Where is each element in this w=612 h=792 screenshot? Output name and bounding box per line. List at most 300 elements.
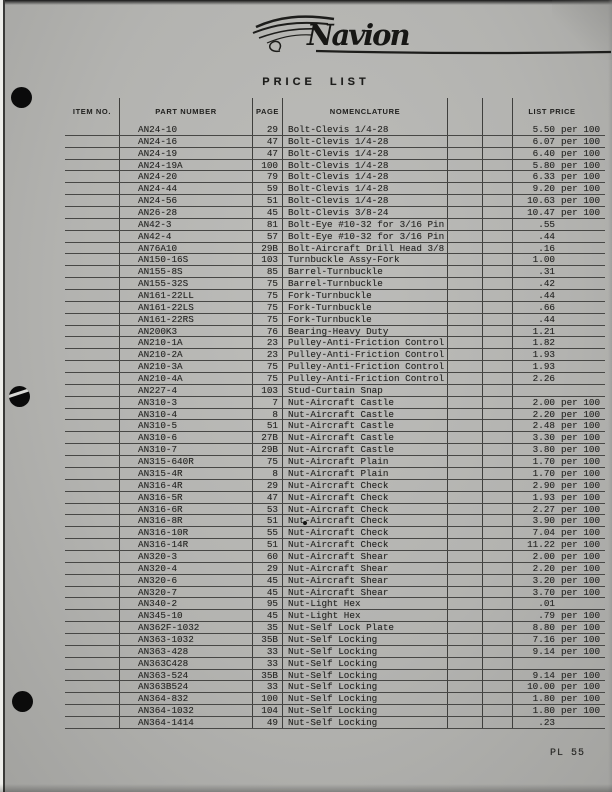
blank-cell-2 xyxy=(483,243,513,254)
price-amount: 3.20 xyxy=(532,574,555,586)
blank-cell-2 xyxy=(483,349,513,360)
nomenclature-cell: Nut-Aircraft Castle xyxy=(283,432,448,443)
price-amount: 6.40 xyxy=(532,147,555,159)
item-no-cell xyxy=(65,705,120,716)
header-list-price: LIST PRICE xyxy=(528,106,576,116)
page-cell: 33 xyxy=(253,681,283,692)
blank-cell-1 xyxy=(448,693,483,704)
part-number-cell: AN316-10R xyxy=(120,527,253,538)
price-amount: 1.93 xyxy=(532,361,555,373)
list-price-cell xyxy=(513,527,605,538)
blank-cell-2 xyxy=(483,361,513,372)
price-unit: per 100 xyxy=(561,693,601,705)
table-row xyxy=(65,444,605,456)
price-unit: per 100 xyxy=(561,705,601,717)
item-no-cell xyxy=(65,266,120,277)
header-item-no: ITEM NO. xyxy=(65,98,120,124)
item-no-cell xyxy=(65,373,120,384)
part-number-cell: AN24-10 xyxy=(120,124,253,135)
nomenclature-cell: Nut-Self Locking xyxy=(283,693,448,704)
price-unit: per 100 xyxy=(561,574,601,586)
list-price-cell xyxy=(513,326,605,337)
page-cell: 47 xyxy=(253,136,283,147)
nomenclature-cell: Nut-Self Locking xyxy=(283,681,448,692)
blank-cell-2 xyxy=(483,551,513,562)
table-row xyxy=(65,160,605,172)
blank-cell-2 xyxy=(483,468,513,479)
table-row xyxy=(65,539,605,551)
nomenclature-cell: Pulley-Anti-Friction Control xyxy=(283,373,448,384)
page-cell: 100 xyxy=(253,160,283,171)
nomenclature-cell: Nut-Aircraft Plain xyxy=(283,468,448,479)
page-cell: 45 xyxy=(253,575,283,586)
list-price-cell xyxy=(513,598,605,609)
price-amount: 2.90 xyxy=(532,479,555,491)
scan-edge-left-line xyxy=(3,0,5,792)
price-amount: 3.80 xyxy=(532,444,555,456)
list-price-cell xyxy=(513,705,605,716)
page-cell: 45 xyxy=(253,610,283,621)
blank-cell-1 xyxy=(448,658,483,669)
item-no-cell xyxy=(65,563,120,574)
list-price-cell xyxy=(513,195,605,206)
table-row xyxy=(65,587,605,599)
blank-cell-1 xyxy=(448,361,483,372)
blank-cell-1 xyxy=(448,622,483,633)
item-no-cell xyxy=(65,278,120,289)
price-unit: per 100 xyxy=(561,527,601,539)
item-no-cell xyxy=(65,468,120,479)
blank-cell-2 xyxy=(483,397,513,408)
nomenclature-cell: Nut-Self Locking xyxy=(283,705,448,716)
part-number-cell: AN24-16 xyxy=(120,136,253,147)
blank-cell-1 xyxy=(448,219,483,230)
part-number-cell: AN210-3A xyxy=(120,361,253,372)
list-price-cell xyxy=(513,432,605,443)
part-number-cell: AN345-10 xyxy=(120,610,253,621)
table-row xyxy=(65,693,605,705)
blank-cell-1 xyxy=(448,551,483,562)
part-number-cell: AN26-28 xyxy=(120,207,253,218)
price-amount: 1.21 xyxy=(532,325,555,337)
price-amount: .79 xyxy=(538,610,555,622)
part-number-cell: AN24-56 xyxy=(120,195,253,206)
item-no-cell xyxy=(65,195,120,206)
price-amount: 2.48 xyxy=(532,420,555,432)
list-price-cell xyxy=(513,337,605,348)
table-row xyxy=(65,254,605,266)
part-number-cell: AN42-3 xyxy=(120,219,253,230)
blank-cell-2 xyxy=(483,681,513,692)
item-no-cell xyxy=(65,160,120,171)
price-amount: 1.82 xyxy=(532,337,555,349)
list-price-cell xyxy=(513,266,605,277)
list-price-cell xyxy=(513,551,605,562)
part-number-cell: AN210-4A xyxy=(120,373,253,384)
blank-cell-1 xyxy=(448,515,483,526)
nomenclature-cell: Bolt-Clevis 1/4-28 xyxy=(283,183,448,194)
nomenclature-cell: Nut-Aircraft Plain xyxy=(283,456,448,467)
item-no-cell xyxy=(65,575,120,586)
table-row xyxy=(65,266,605,278)
part-number-cell: AN315-640R xyxy=(120,456,253,467)
page-cell: 29 xyxy=(253,563,283,574)
blank-cell-1 xyxy=(448,195,483,206)
page-cell: 103 xyxy=(253,385,283,396)
table-row xyxy=(65,492,605,504)
item-no-cell xyxy=(65,681,120,692)
blank-cell-2 xyxy=(483,290,513,301)
blank-cell-1 xyxy=(448,681,483,692)
page-cell: 59 xyxy=(253,183,283,194)
list-price-cell xyxy=(513,136,605,147)
blank-cell-2 xyxy=(483,456,513,467)
nomenclature-cell: Bolt-Clevis 1/4-28 xyxy=(283,160,448,171)
page-cell: 29 xyxy=(253,480,283,491)
part-number-cell: AN315-4R xyxy=(120,468,253,479)
page-cell: 7 xyxy=(253,397,283,408)
nomenclature-cell: Nut-Aircraft Castle xyxy=(283,420,448,431)
page-cell: 85 xyxy=(253,266,283,277)
brand-name: Navion xyxy=(307,18,409,52)
part-number-cell: AN310-6 xyxy=(120,432,253,443)
blank-cell-1 xyxy=(448,385,483,396)
page-cell: 75 xyxy=(253,314,283,325)
item-no-cell xyxy=(65,444,120,455)
nomenclature-cell: Bolt-Clevis 1/4-28 xyxy=(283,148,448,159)
list-price-cell xyxy=(513,575,605,586)
page-cell: 29B xyxy=(253,243,283,254)
item-no-cell xyxy=(65,587,120,598)
nomenclature-cell: Nut-Self Locking xyxy=(283,717,448,728)
item-no-cell xyxy=(65,231,120,242)
item-no-cell xyxy=(65,136,120,147)
price-amount: 2.27 xyxy=(532,503,555,515)
blank-cell-1 xyxy=(448,575,483,586)
item-no-cell xyxy=(65,432,120,443)
nomenclature-cell: Barrel-Turnbuckle xyxy=(283,278,448,289)
item-no-cell xyxy=(65,302,120,313)
price-unit: per 100 xyxy=(561,491,601,503)
nomenclature-cell: Bolt-Clevis 3/8-24 xyxy=(283,207,448,218)
list-price-cell xyxy=(513,693,605,704)
price-amount: 7.16 xyxy=(532,633,555,645)
price-unit: per 100 xyxy=(561,645,601,657)
blank-cell-2 xyxy=(483,420,513,431)
table-row xyxy=(65,243,605,255)
nomenclature-cell: Pulley-Anti-Friction Control xyxy=(283,361,448,372)
part-number-cell: AN310-3 xyxy=(120,397,253,408)
part-number-cell: AN150-16S xyxy=(120,254,253,265)
part-number-cell: AN42-4 xyxy=(120,231,253,242)
price-unit: per 100 xyxy=(561,444,601,456)
hole-punch-top xyxy=(11,87,32,108)
item-no-cell xyxy=(65,670,120,681)
price-amount: 2.20 xyxy=(532,408,555,420)
item-no-cell xyxy=(65,456,120,467)
nomenclature-cell: Stud-Curtain Snap xyxy=(283,385,448,396)
part-number-cell: AN200K3 xyxy=(120,326,253,337)
blank-cell-2 xyxy=(483,160,513,171)
price-amount: 5.80 xyxy=(532,159,555,171)
price-unit: per 100 xyxy=(561,207,601,219)
list-price-cell xyxy=(513,124,605,135)
part-number-cell: AN316-4R xyxy=(120,480,253,491)
price-amount: 6.07 xyxy=(532,135,555,147)
part-number-cell: AN363-524 xyxy=(120,670,253,681)
price-unit: per 100 xyxy=(561,183,601,195)
blank-cell-1 xyxy=(448,243,483,254)
blank-cell-2 xyxy=(483,314,513,325)
price-amount: 1.93 xyxy=(532,349,555,361)
blank-cell-2 xyxy=(483,670,513,681)
table-row xyxy=(65,681,605,693)
blank-cell-1 xyxy=(448,254,483,265)
nomenclature-cell: Bolt-Clevis 1/4-28 xyxy=(283,136,448,147)
page-title: PRICE LIST xyxy=(262,76,370,88)
price-unit: per 100 xyxy=(561,456,601,468)
price-unit: per 100 xyxy=(561,610,601,622)
header-blank-2 xyxy=(483,98,513,124)
table-row xyxy=(65,302,605,314)
part-number-cell: AN161-22RS xyxy=(120,314,253,325)
item-no-cell xyxy=(65,610,120,621)
blank-cell-2 xyxy=(483,195,513,206)
price-amount: 10.00 xyxy=(527,681,555,693)
blank-cell-1 xyxy=(448,492,483,503)
blank-cell-1 xyxy=(448,231,483,242)
item-no-cell xyxy=(65,385,120,396)
page-cell: 29 xyxy=(253,124,283,135)
item-no-cell xyxy=(65,207,120,218)
table-row xyxy=(65,207,605,219)
list-price-cell xyxy=(513,480,605,491)
price-unit: per 100 xyxy=(561,550,601,562)
table-row xyxy=(65,658,605,670)
blank-cell-2 xyxy=(483,693,513,704)
item-no-cell xyxy=(65,634,120,645)
part-number-cell: AN363-428 xyxy=(120,646,253,657)
blank-cell-1 xyxy=(448,373,483,384)
item-no-cell xyxy=(65,171,120,182)
table-row xyxy=(65,705,605,717)
blank-cell-2 xyxy=(483,373,513,384)
list-price-cell xyxy=(513,444,605,455)
part-number-cell: AN340-2 xyxy=(120,598,253,609)
header-page: PAGE xyxy=(253,98,283,124)
page-cell: 51 xyxy=(253,515,283,526)
table-row xyxy=(65,409,605,421)
blank-cell-2 xyxy=(483,504,513,515)
part-number-cell: AN364-1414 xyxy=(120,717,253,728)
list-price-cell xyxy=(513,717,605,728)
blank-cell-2 xyxy=(483,622,513,633)
page-cell: 51 xyxy=(253,195,283,206)
blank-cell-2 xyxy=(483,480,513,491)
price-unit: per 100 xyxy=(561,408,601,420)
price-amount: .55 xyxy=(538,218,555,230)
table-row xyxy=(65,290,605,302)
blank-cell-2 xyxy=(483,610,513,621)
blank-cell-1 xyxy=(448,171,483,182)
table-row xyxy=(65,337,605,349)
list-price-cell xyxy=(513,183,605,194)
nomenclature-cell: Nut-Aircraft Check xyxy=(283,480,448,491)
page-cell: 45 xyxy=(253,207,283,218)
blank-cell-1 xyxy=(448,278,483,289)
table-row xyxy=(65,373,605,385)
blank-cell-2 xyxy=(483,326,513,337)
blank-cell-2 xyxy=(483,587,513,598)
page-cell: 75 xyxy=(253,278,283,289)
blank-cell-1 xyxy=(448,504,483,515)
page-cell: 95 xyxy=(253,598,283,609)
blank-cell-2 xyxy=(483,231,513,242)
page-cell: 23 xyxy=(253,349,283,360)
page-cell: 35B xyxy=(253,634,283,645)
header-nomenclature: NOMENCLATURE xyxy=(283,98,448,124)
blank-cell-2 xyxy=(483,634,513,645)
nomenclature-cell: Nut-Aircraft Check xyxy=(283,515,448,526)
page-cell: 57 xyxy=(253,231,283,242)
table-row xyxy=(65,551,605,563)
item-no-cell xyxy=(65,693,120,704)
table-row xyxy=(65,326,605,338)
nomenclature-cell: Nut-Aircraft Check xyxy=(283,527,448,538)
part-number-cell: AN320-6 xyxy=(120,575,253,586)
table-row xyxy=(65,670,605,682)
table-row xyxy=(65,432,605,444)
item-no-cell xyxy=(65,515,120,526)
list-price-cell xyxy=(513,587,605,598)
price-unit: per 100 xyxy=(561,432,601,444)
nomenclature-cell: Nut-Self Lock Plate xyxy=(283,622,448,633)
part-number-cell: AN24-44 xyxy=(120,183,253,194)
table-row xyxy=(65,278,605,290)
price-amount: 5.50 xyxy=(532,124,555,135)
part-number-cell: AN210-1A xyxy=(120,337,253,348)
nomenclature-cell: Nut-Self Locking xyxy=(283,634,448,645)
price-unit: per 100 xyxy=(561,467,601,479)
list-price-cell xyxy=(513,468,605,479)
price-amount: 6.33 xyxy=(532,171,555,183)
blank-cell-2 xyxy=(483,124,513,135)
blank-cell-2 xyxy=(483,432,513,443)
table-row xyxy=(65,420,605,432)
blank-cell-2 xyxy=(483,658,513,669)
table-row xyxy=(65,480,605,492)
list-price-cell xyxy=(513,373,605,384)
blank-cell-2 xyxy=(483,705,513,716)
page-cell: 23 xyxy=(253,337,283,348)
price-table xyxy=(65,98,605,729)
blank-cell-2 xyxy=(483,444,513,455)
nomenclature-cell: Fork-Turnbuckle xyxy=(283,302,448,313)
price-amount: 7.04 xyxy=(532,527,555,539)
list-price-cell xyxy=(513,361,605,372)
nomenclature-cell: Nut-Aircraft Shear xyxy=(283,563,448,574)
blank-cell-2 xyxy=(483,219,513,230)
item-no-cell xyxy=(65,480,120,491)
item-no-cell xyxy=(65,183,120,194)
list-price-cell xyxy=(513,160,605,171)
part-number-cell: AN24-19 xyxy=(120,148,253,159)
blank-cell-2 xyxy=(483,492,513,503)
price-unit: per 100 xyxy=(561,147,601,159)
blank-cell-2 xyxy=(483,515,513,526)
blank-cell-2 xyxy=(483,598,513,609)
price-amount: .44 xyxy=(538,290,555,302)
item-no-cell xyxy=(65,290,120,301)
nomenclature-cell: Nut-Light Hex xyxy=(283,598,448,609)
price-amount: 2.00 xyxy=(532,396,555,408)
blank-cell-2 xyxy=(483,278,513,289)
nomenclature-cell: Nut-Aircraft Castle xyxy=(283,409,448,420)
nomenclature-cell: Bolt-Eye #10-32 for 3/16 Pin xyxy=(283,219,448,230)
blank-cell-1 xyxy=(448,337,483,348)
blank-cell-2 xyxy=(483,539,513,550)
table-row xyxy=(65,136,605,148)
nomenclature-cell: Nut-Aircraft Castle xyxy=(283,397,448,408)
page-cell: 100 xyxy=(253,693,283,704)
hole-punch-middle xyxy=(9,386,30,407)
list-price-cell xyxy=(513,681,605,692)
price-amount: 3.30 xyxy=(532,432,555,444)
header-blank-1 xyxy=(448,98,483,124)
price-unit: per 100 xyxy=(561,479,601,491)
blank-cell-1 xyxy=(448,432,483,443)
list-price-cell xyxy=(513,670,605,681)
item-no-cell xyxy=(65,504,120,515)
table-row xyxy=(65,622,605,634)
page-cell: 51 xyxy=(253,539,283,550)
price-unit: per 100 xyxy=(561,515,601,527)
list-price-cell xyxy=(513,148,605,159)
blank-cell-1 xyxy=(448,397,483,408)
blank-cell-1 xyxy=(448,207,483,218)
item-no-cell xyxy=(65,219,120,230)
table-header-row xyxy=(65,98,605,124)
nomenclature-cell: Nut-Aircraft Castle xyxy=(283,444,448,455)
part-number-cell: AN210-2A xyxy=(120,349,253,360)
price-unit: per 100 xyxy=(561,681,601,693)
nomenclature-cell: Barrel-Turnbuckle xyxy=(283,266,448,277)
page-cell: 75 xyxy=(253,456,283,467)
scan-edge-right xyxy=(608,0,612,792)
page-cell: 27B xyxy=(253,432,283,443)
part-number-cell: AN320-4 xyxy=(120,563,253,574)
price-amount: 10.63 xyxy=(527,195,555,207)
item-no-cell xyxy=(65,349,120,360)
nomenclature-cell: Nut-Aircraft Check xyxy=(283,504,448,515)
part-number-cell: AN161-22LL xyxy=(120,290,253,301)
item-no-cell xyxy=(65,492,120,503)
page-cell: 49 xyxy=(253,717,283,728)
item-no-cell xyxy=(65,717,120,728)
table-row xyxy=(65,219,605,231)
price-unit: per 100 xyxy=(561,586,601,598)
list-price-cell xyxy=(513,622,605,633)
item-no-cell xyxy=(65,337,120,348)
price-amount: 9.14 xyxy=(532,645,555,657)
part-number-cell: AN320-7 xyxy=(120,587,253,598)
page-cell: 79 xyxy=(253,171,283,182)
price-amount: 3.70 xyxy=(532,586,555,598)
item-no-cell xyxy=(65,314,120,325)
list-price-cell xyxy=(513,171,605,182)
table-row xyxy=(65,468,605,480)
blank-cell-2 xyxy=(483,717,513,728)
